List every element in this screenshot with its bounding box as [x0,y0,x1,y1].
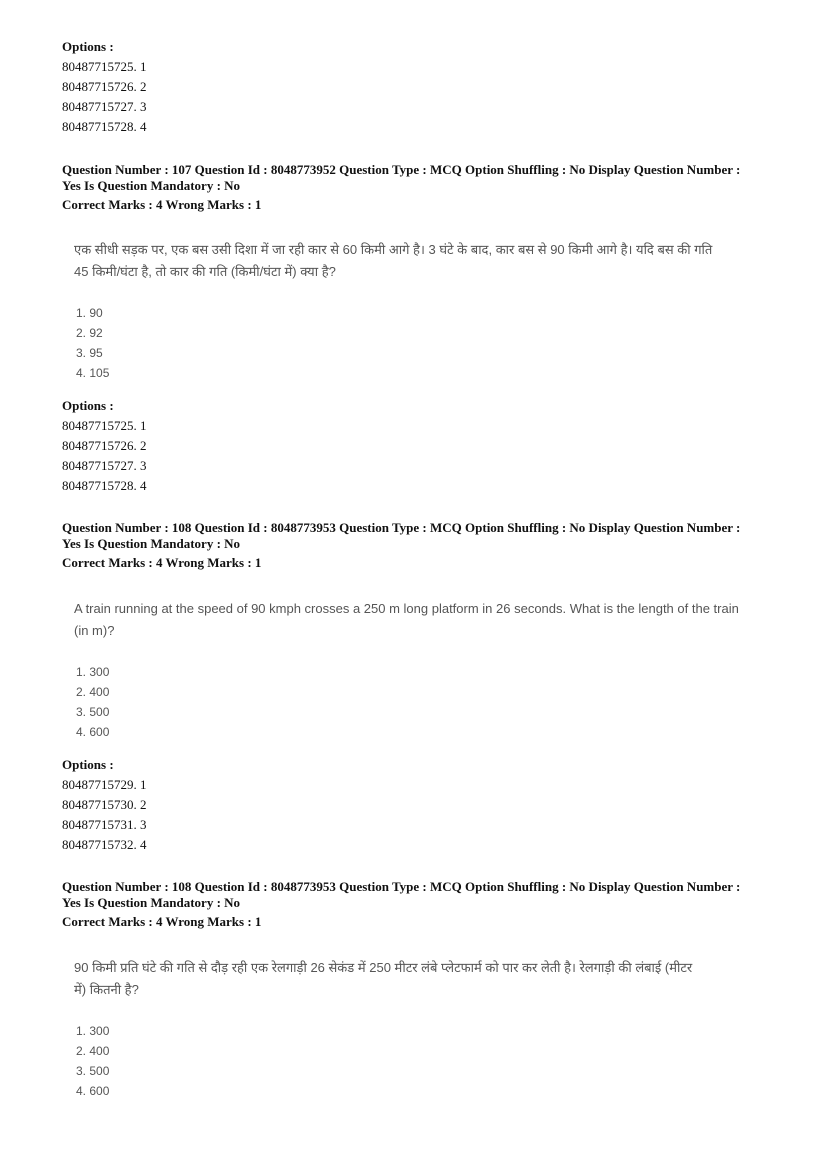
answer-choice: 1. 90 [76,306,103,320]
question-text [74,239,779,283]
answer-choice: 4. 600 [76,1084,110,1098]
answer-choice: 2. 400 [76,1044,110,1058]
question-meta-line: Question Number : 108 Question Id : 8048773953 Question Type : MCQ Option Shuffling : No Display Question Number : [62,879,741,894]
answer-choice: 4. 105 [76,366,110,380]
marks-line: Correct Marks : 4 Wrong Marks : 1 [62,197,262,212]
option-id-line: 80487715732. 4 [62,837,147,852]
question-text-line: में) कितनी है? [74,982,139,997]
option-id-line: 80487715727. 3 [62,458,147,473]
question-text-line: (in m)? [74,623,115,638]
option-id-line: 80487715731. 3 [62,817,147,832]
options-section [62,396,147,496]
options-label: Options : [62,757,114,772]
marks-line: Correct Marks : 4 Wrong Marks : 1 [62,914,262,929]
answer-choices [74,662,779,742]
option-id-line: 80487715726. 2 [62,79,147,94]
answer-choice: 2. 400 [76,685,110,699]
option-id-line: 80487715728. 4 [62,119,147,134]
question-text-line: एक सीधी सड़क पर, एक बस उसी दिशा में जा रही कार से 60 किमी आगे है। 3 घंटे के बाद, कार बस से 90 किमी आगे है। यदि बस की गति [74,242,713,257]
question-text-line: 45 किमी/घंटा है, तो कार की गति (किमी/घंटा में) क्या है? [74,264,336,279]
question-text-line: A train running at the speed of 90 kmph crosses a 250 m long platform in 26 seconds. What is the length of the train [74,601,739,616]
question-header [62,162,740,213]
answer-choice: 3. 500 [76,1064,110,1078]
answer-choices [74,303,779,383]
option-id-line: 80487715725. 1 [62,418,147,433]
question-meta-line: Question Number : 108 Question Id : 8048773953 Question Type : MCQ Option Shuffling : No Display Question Number : [62,520,741,535]
question-body [74,598,779,742]
option-id-line: 80487715727. 3 [62,99,147,114]
option-id-line: 80487715728. 4 [62,478,147,493]
option-id-line: 80487715729. 1 [62,777,147,792]
options-section [62,37,147,137]
options-label: Options : [62,398,114,413]
question-body [74,957,779,1101]
question-text [74,598,779,642]
options-section [62,755,147,855]
question-text-line: 90 किमी प्रति घंटे की गति से दौड़ रही एक रेलगाड़ी 26 सेकंड में 250 मीटर लंबे प्लेटफार्म को पार कर लेती है। रेलगाड़ी की लंबाई (मीटर [74,960,693,975]
answer-choice: 1. 300 [76,665,110,679]
question-header [62,879,740,930]
answer-choice: 3. 500 [76,705,110,719]
question-body [74,239,779,383]
question-meta-line: Yes Is Question Mandatory : No [62,895,241,910]
option-id-line: 80487715730. 2 [62,797,147,812]
options-label: Options : [62,39,114,54]
answer-choice: 4. 600 [76,725,110,739]
marks-line: Correct Marks : 4 Wrong Marks : 1 [62,555,262,570]
question-text [74,957,779,1001]
question-header [62,520,740,571]
question-meta-line: Yes Is Question Mandatory : No [62,178,241,193]
answer-choice: 3. 95 [76,346,103,360]
answer-choice: 2. 92 [76,326,103,340]
question-meta-line: Yes Is Question Mandatory : No [62,536,241,551]
question-meta-line: Question Number : 107 Question Id : 8048773952 Question Type : MCQ Option Shuffling : No Display Question Number : [62,162,741,177]
option-id-line: 80487715726. 2 [62,438,147,453]
option-id-line: 80487715725. 1 [62,59,147,74]
answer-choices [74,1021,779,1101]
answer-choice: 1. 300 [76,1024,110,1038]
